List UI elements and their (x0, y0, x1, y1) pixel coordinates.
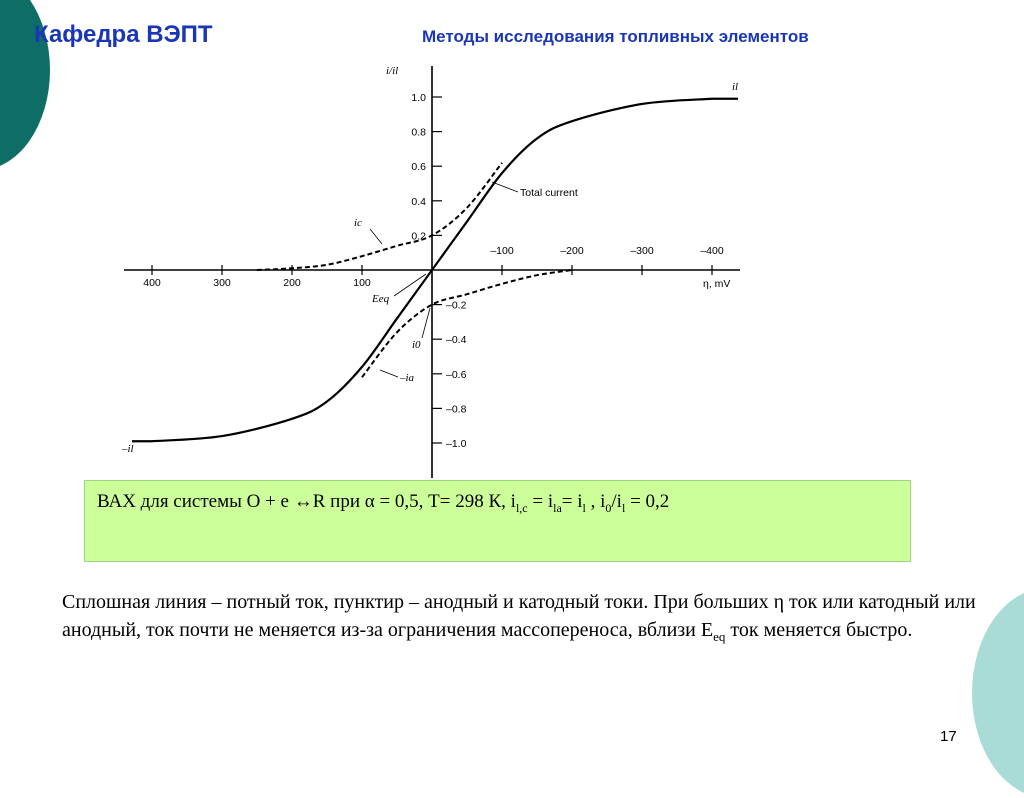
caption-text-5: /i (611, 491, 622, 512)
y-axis-label: i/il (386, 65, 399, 77)
label-total-current: Total current (520, 187, 578, 199)
label-il-negative: –il (122, 443, 134, 455)
label-i0: i0 (412, 339, 421, 351)
label-ia: –ia (400, 372, 415, 384)
page-number: 17 (940, 728, 957, 745)
body-text-end: ток меняется быстро. (725, 619, 913, 641)
label-eeq: Eeq (372, 293, 390, 305)
y-tick-label: –0.8 (446, 403, 467, 416)
label-ic: ic (354, 217, 362, 229)
x-tick-label: 200 (283, 277, 301, 289)
y-tick-label: 1.0 (411, 92, 426, 104)
x-tick-label: 300 (213, 277, 231, 289)
y-tick-label: –0.2 (446, 299, 467, 312)
y-tick-label: 0.8 (411, 126, 426, 139)
caption-text-6: = 0,2 (625, 491, 670, 512)
body-text-main: Сплошная линия – потный ток, пунктир – анодный и катодный токи. При больших η ток или катодный или анодный, ток почти не меняется из-за ограничения массопереноса, вблизи E (62, 591, 976, 641)
caption-text-4: , i (585, 491, 606, 512)
body-sub-eq: eq (713, 629, 726, 644)
x-tick-label: 400 (143, 277, 161, 289)
y-tick-label: 0.4 (411, 195, 426, 208)
caption-text: ВАХ для системы O + e ↔R при α = 0,5, T= 298 К, i (97, 491, 516, 512)
current-voltage-chart (108, 48, 788, 480)
caption-text-3: = i (561, 491, 583, 512)
body-paragraph (62, 588, 992, 651)
caption-sub-l2: l (621, 500, 626, 515)
caption-text-2: = i (527, 491, 554, 512)
x-tick-label: –400 (700, 245, 724, 257)
caption-sub-la: la (553, 500, 562, 515)
y-tick-label: –0.6 (446, 368, 467, 381)
x-tick-label: –300 (630, 245, 654, 257)
y-tick-label: 0.6 (411, 161, 426, 174)
y-tick-label: 0.2 (411, 230, 426, 243)
y-tick-label: –1.0 (446, 438, 467, 450)
x-tick-label: 100 (353, 277, 371, 289)
slide-title: Методы исследования топливных элементов (422, 27, 809, 46)
caption-box (84, 480, 911, 562)
label-il-positive: il (732, 81, 739, 93)
x-axis-label: η, mV (703, 278, 731, 290)
x-tick-label: –100 (490, 245, 514, 257)
department-title: Кафедра ВЭПТ (34, 21, 213, 48)
y-tick-label: –0.4 (446, 334, 467, 347)
caption-sub-lc: l,c (515, 500, 528, 515)
caption-sub-0: 0 (605, 500, 612, 515)
x-tick-label: –200 (560, 245, 584, 257)
caption-sub-l: l (582, 500, 586, 515)
